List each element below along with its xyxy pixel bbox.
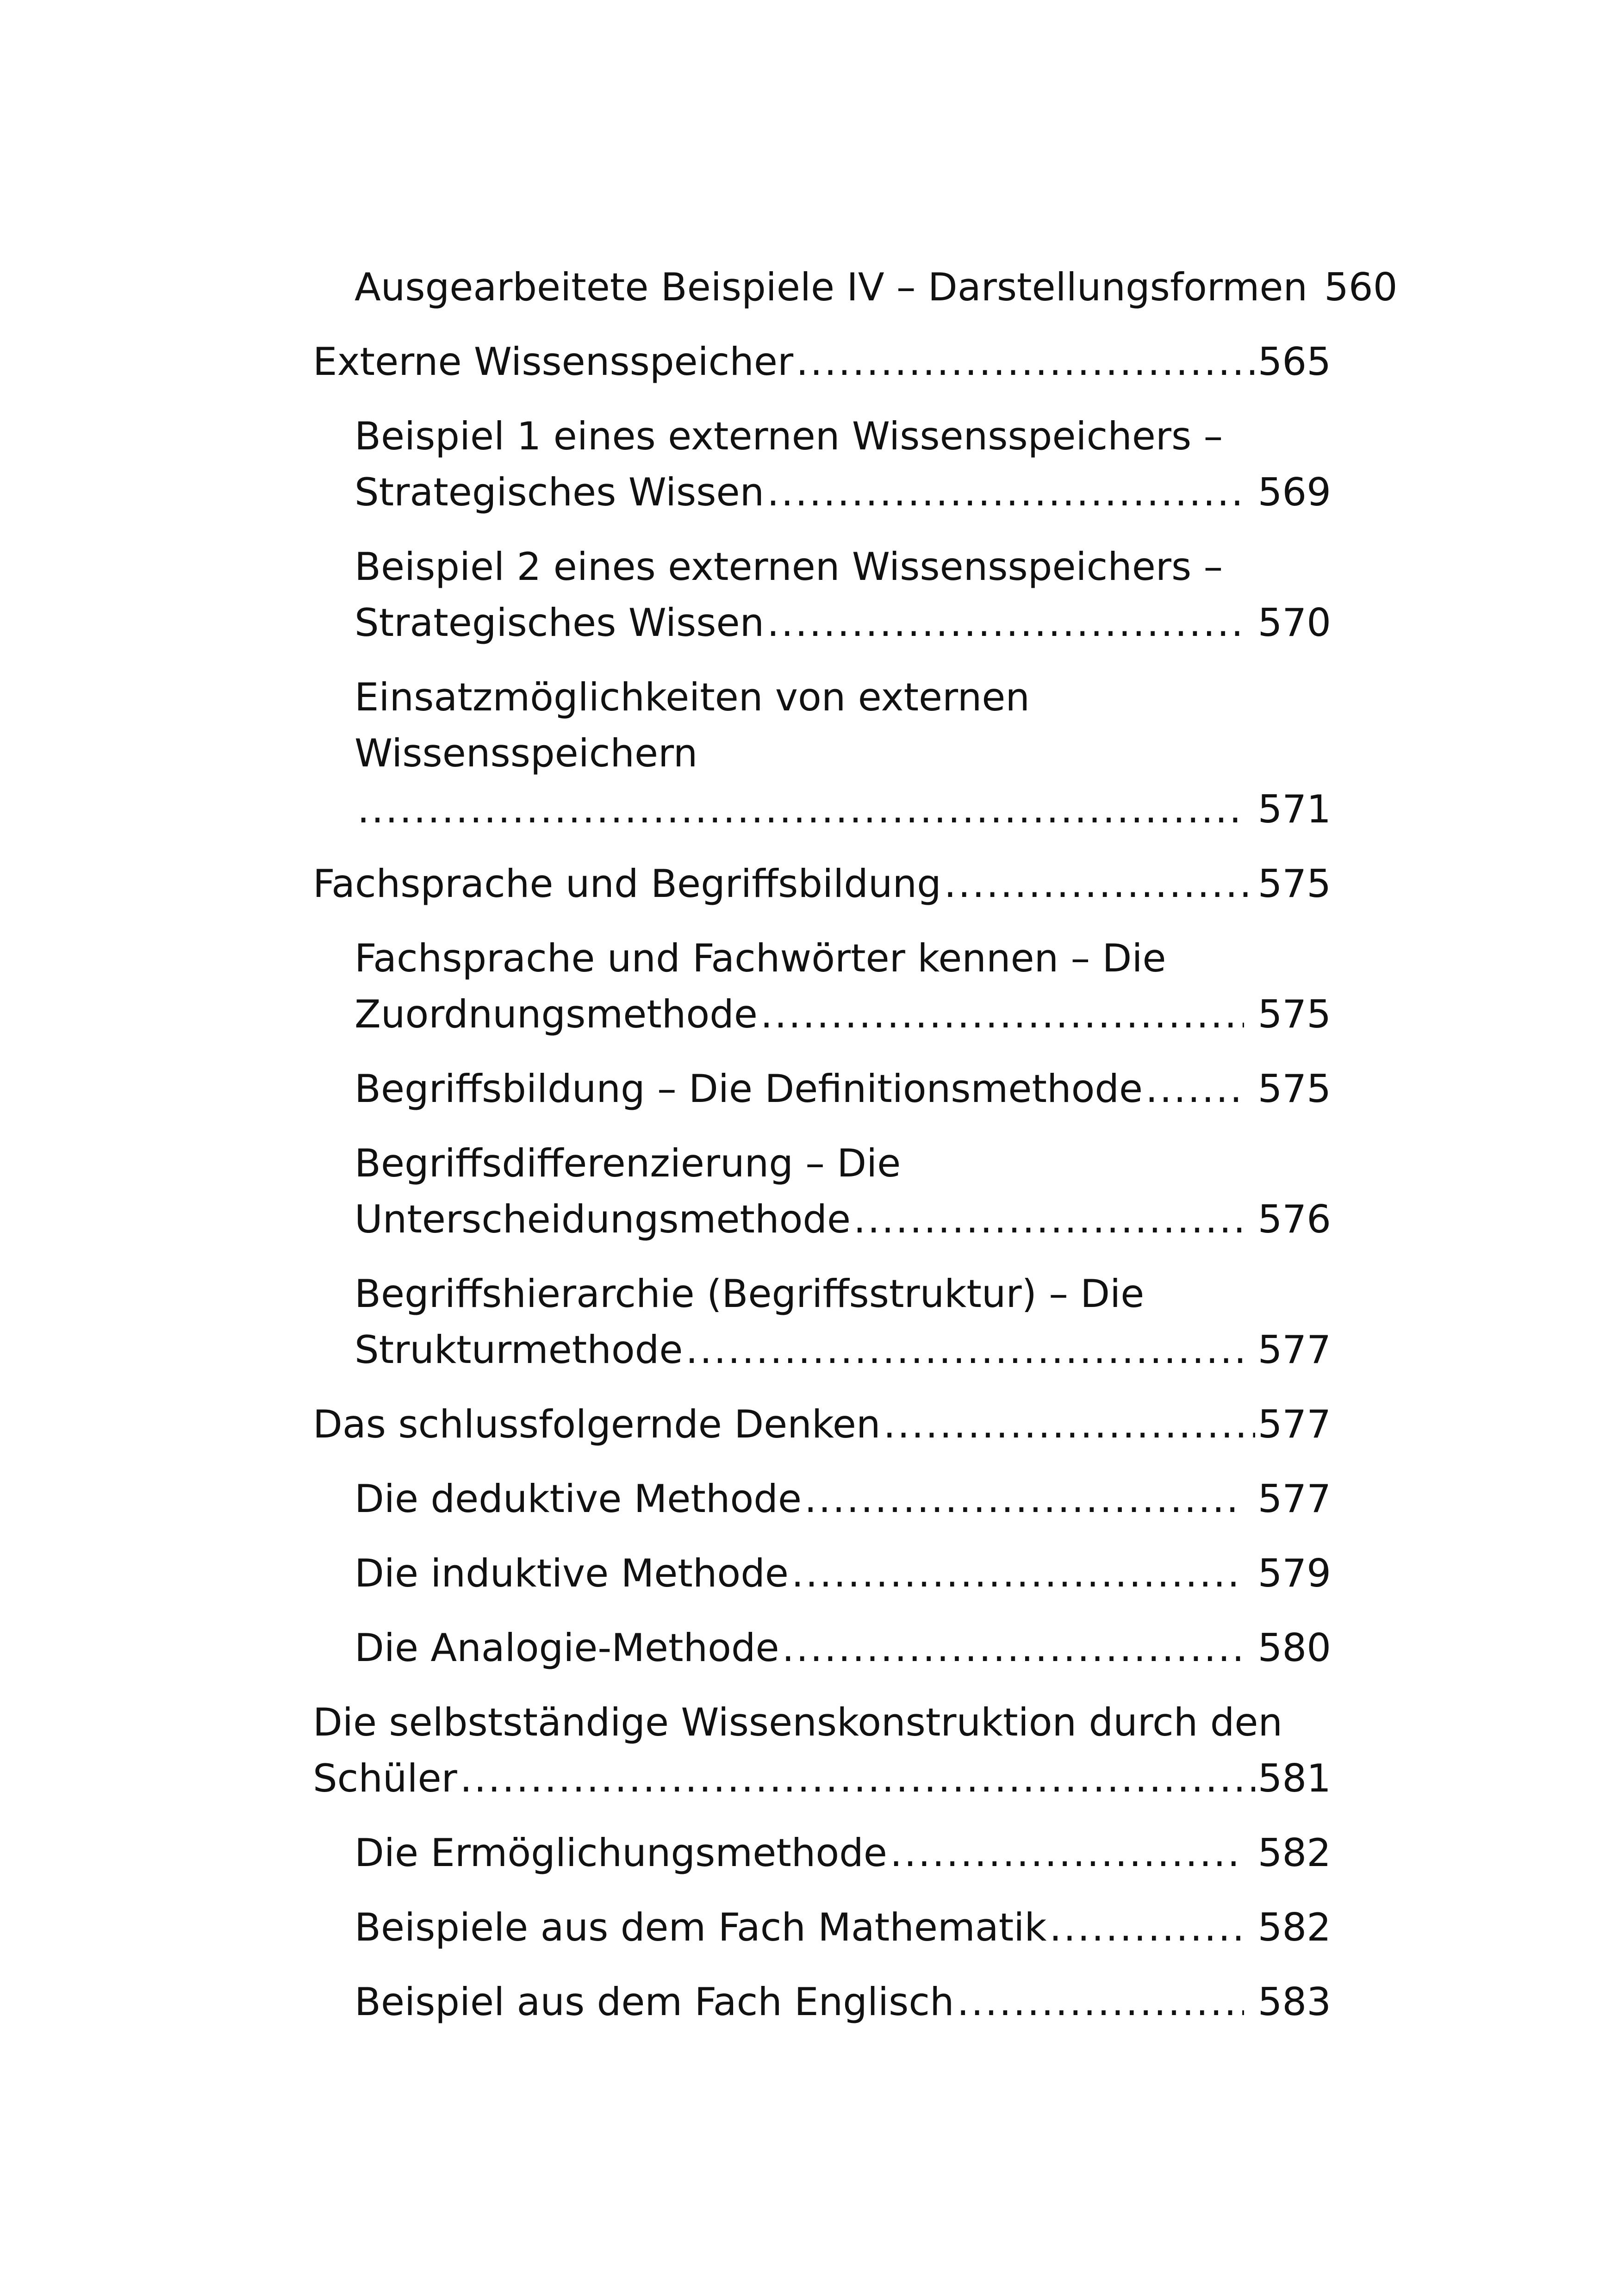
toc-entry-title: Externe Wissensspeicher	[313, 339, 794, 384]
page-number: 582	[1257, 1905, 1331, 1950]
toc-entry[interactable]	[313, 1135, 1331, 1247]
toc-entry[interactable]	[313, 1694, 1331, 1806]
toc-entry-line	[355, 1899, 1331, 1955]
toc-entry[interactable]	[313, 1396, 1331, 1452]
toc-entry-title-line: Die selbstständige Wissenskonstruktion durch den	[313, 1700, 1283, 1745]
toc-entry[interactable]	[313, 1899, 1331, 1955]
dot-leader	[957, 1974, 1244, 2030]
toc-entry-line	[355, 1545, 1331, 1601]
toc-entry[interactable]	[313, 1266, 1331, 1378]
page-number: 560	[1324, 265, 1398, 310]
page-number: 577	[1257, 1327, 1331, 1372]
toc-entry-title: Strukturmethode	[355, 1327, 683, 1372]
toc-entry-title: Strategisches Wissen	[355, 600, 765, 645]
page-number: 577	[1257, 1476, 1331, 1521]
toc-entry-line	[355, 1191, 1331, 1247]
dot-leader	[791, 1545, 1244, 1601]
toc-entry-title-line: Fachsprache und Fachwörter kennen – Die	[355, 936, 1166, 981]
dot-leader	[782, 1620, 1244, 1676]
toc-entry[interactable]	[313, 1061, 1331, 1117]
toc-entry-title: Fachsprache und Begriffsbildung	[313, 861, 941, 906]
toc-entry-title: Die deduktive Methode	[355, 1476, 802, 1521]
toc-entry[interactable]	[313, 1974, 1331, 2030]
table-of-contents	[313, 259, 1398, 2048]
toc-entry-title: Schüler	[313, 1756, 457, 1801]
toc-entry-title-line: Begriffshierarchie (Begriffsstruktur) – Die	[355, 1271, 1145, 1316]
toc-entry-title: Begriffsbildung – Die Definitionsmethode	[355, 1066, 1143, 1111]
toc-entry-title: Die Analogie-Methode	[355, 1625, 779, 1670]
toc-entry-line	[355, 259, 1398, 315]
toc-entry-title: Beispiel aus dem Fach Englisch	[355, 1979, 954, 2024]
page-number: 565	[1257, 339, 1331, 384]
toc-entry-line	[355, 986, 1331, 1042]
toc-entry-line	[355, 1974, 1331, 2030]
toc-entry-title: Die Ermöglichungsmethode	[355, 1830, 887, 1875]
toc-entry-title: Strategisches Wissen	[355, 470, 765, 515]
toc-entry-title-line: Begriffsdifferenzierung – Die	[355, 1141, 901, 1186]
page-number: 571	[1257, 787, 1331, 832]
toc-entry-line	[313, 856, 1331, 912]
toc-entry[interactable]	[313, 669, 1331, 837]
page-number: 580	[1257, 1625, 1331, 1670]
dot-leader	[685, 1322, 1244, 1378]
toc-entry-line	[355, 1061, 1331, 1117]
dot-leader	[767, 595, 1244, 651]
dot-leader	[804, 1471, 1244, 1527]
toc-entry-line	[355, 464, 1331, 520]
toc-entry-title: Beispiele aus dem Fach Mathematik	[355, 1905, 1047, 1950]
dot-leader	[460, 1750, 1255, 1806]
page-number: 581	[1257, 1756, 1331, 1801]
dot-leader	[884, 1396, 1255, 1452]
toc-entry[interactable]	[313, 539, 1331, 651]
page-number: 575	[1257, 861, 1331, 906]
dot-leader	[760, 986, 1244, 1042]
toc-entry-line	[355, 1471, 1331, 1527]
dot-leader	[853, 1191, 1244, 1247]
toc-entry-line	[355, 595, 1331, 651]
toc-entry[interactable]	[313, 1545, 1331, 1601]
toc-entry-title: Das schlussfolgernde Denken	[313, 1402, 881, 1447]
toc-entry[interactable]	[313, 259, 1398, 315]
toc-entry[interactable]	[313, 1471, 1331, 1527]
toc-entry-line	[355, 1620, 1331, 1676]
page-number: 582	[1257, 1830, 1331, 1875]
toc-entry-line	[313, 1396, 1331, 1452]
toc-entry-line	[313, 1750, 1331, 1806]
toc-entry-title-line: Einsatzmöglichkeiten von externen Wissensspeichern	[355, 675, 1030, 776]
dot-leader	[357, 781, 1244, 837]
dot-leader	[944, 856, 1255, 912]
toc-entry-line	[355, 1825, 1331, 1881]
dot-leader	[767, 464, 1244, 520]
page-number: 583	[1257, 1979, 1331, 2024]
page-number: 577	[1257, 1402, 1331, 1447]
toc-entry[interactable]	[313, 1620, 1331, 1676]
toc-entry-line	[313, 334, 1331, 390]
page-number: 576	[1257, 1197, 1331, 1242]
toc-entry-line	[355, 781, 1331, 837]
page-number: 569	[1257, 470, 1331, 515]
toc-entry[interactable]	[313, 334, 1331, 390]
dot-leader	[796, 334, 1255, 390]
toc-entry-line	[355, 1322, 1331, 1378]
toc-entry-title: Ausgearbeitete Beispiele IV – Darstellungsformen	[355, 265, 1308, 310]
toc-entry[interactable]	[313, 1825, 1331, 1881]
toc-entry[interactable]	[313, 930, 1331, 1042]
toc-entry[interactable]	[313, 408, 1331, 520]
page-number: 570	[1257, 600, 1331, 645]
dot-leader	[1049, 1899, 1244, 1955]
toc-entry-title-line: Beispiel 2 eines externen Wissensspeichers –	[355, 544, 1223, 589]
page-number: 575	[1257, 1066, 1331, 1111]
toc-entry-title: Unterscheidungsmethode	[355, 1197, 851, 1242]
dot-leader	[890, 1825, 1244, 1881]
page-number: 575	[1257, 992, 1331, 1037]
toc-entry-title: Die induktive Methode	[355, 1551, 789, 1596]
toc-entry-title-line: Beispiel 1 eines externen Wissensspeichers –	[355, 414, 1223, 459]
dot-leader	[1145, 1061, 1244, 1117]
toc-entry-title: Zuordnungsmethode	[355, 992, 758, 1037]
toc-entry[interactable]	[313, 856, 1331, 912]
page-number: 579	[1257, 1551, 1331, 1596]
